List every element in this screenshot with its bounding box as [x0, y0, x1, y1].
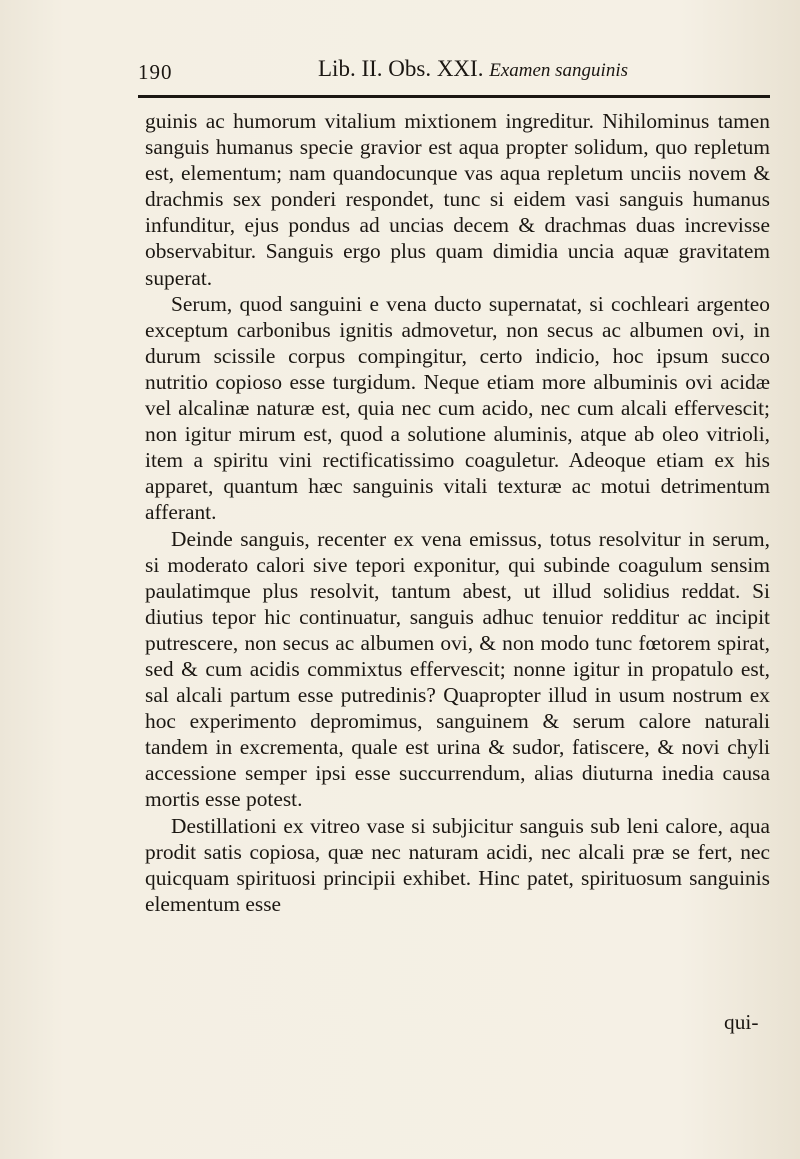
paragraph-2: Serum, quod sanguini e vena ducto supernatat, si cochleari argenteo exceptum carbonibus ignitis admovetur, non secus ac albumen ovi, in durum scissile corpus compingitur, certo indicio, hoc ipsum succo nutritio copioso esse turgidum. Neque etiam more albuminis ovi acidæ vel alcalinæ naturæ est, quia nec cum acido, nec cum alcali effervescit; non igitur mirum est, quod a solutione aluminis, atque ab oleo vitrioli, item a spiritu vini rectificatissimo coaguletur. Adeoque etiam ex his apparet, quantum hæc sanguinis vitali texturæ ac motui detrimentum afferant.: [145, 291, 770, 525]
page-header: [138, 56, 768, 90]
page-number: 190: [138, 60, 173, 84]
running-head: [318, 56, 628, 82]
paragraph-1: guinis ac humorum vitalium mixtionem ingreditur. Nihilominus tamen sanguis humanus specie gravior est aqua propter solidum, quo repletum est, elementum; nam quandocunque vas aqua repletum unciis novem & drachmis sex ponderi respondet, tunc si eidem vasi sanguis humanus infunditur, ejus pondus ad uncias decem & drachmas duas increvisse observabitur. Sanguis ergo plus quam dimidia uncia aquæ gravitatem superat.: [145, 109, 770, 290]
observation-label: Obs. XXI.: [388, 56, 484, 81]
header-rule: [138, 95, 770, 98]
paragraph-3: Deinde sanguis, recenter ex vena emissus, totus resolvitur in serum, si moderato calori sive tepori exponitur, qui subinde coagulum sensim paulatimque plus resolvit, tantum abest, ut illud solidius reddat. Si diutius tepor hic continuatur, sanguis adhuc tenuior redditur ac incipit putrescere, non secus ac albumen ovi, & non modo tunc fœtorem spirat, sed & cum acidis commixtus effervescit; nonne igitur in propatulo est, sal alcali partum esse putredinis? Quapropter illud in usum nostrum ex hoc experimento depromimus, sanguinem & serum calore naturali tandem in excrementa, quale est urina & sudor, fatiscere, & novi chyli accessione semper ipsi esse succurrendum, alias diuturna inedia causa mortis esse potest.: [145, 526, 770, 812]
body-text: [145, 108, 770, 917]
catchword: qui-: [724, 1010, 759, 1034]
book-label: Lib. II.: [318, 56, 383, 81]
subject-label: Examen sanguinis: [489, 60, 629, 81]
paragraph-4: Destillationi ex vitreo vase si subjicitur sanguis sub leni calore, aqua prodit satis copiosa, quæ nec naturam acidi, nec alcali præ se fert, nec quicquam spirituosi principii exhibet. Hinc patet, spirituosum sanguinis elementum esse: [145, 813, 770, 916]
